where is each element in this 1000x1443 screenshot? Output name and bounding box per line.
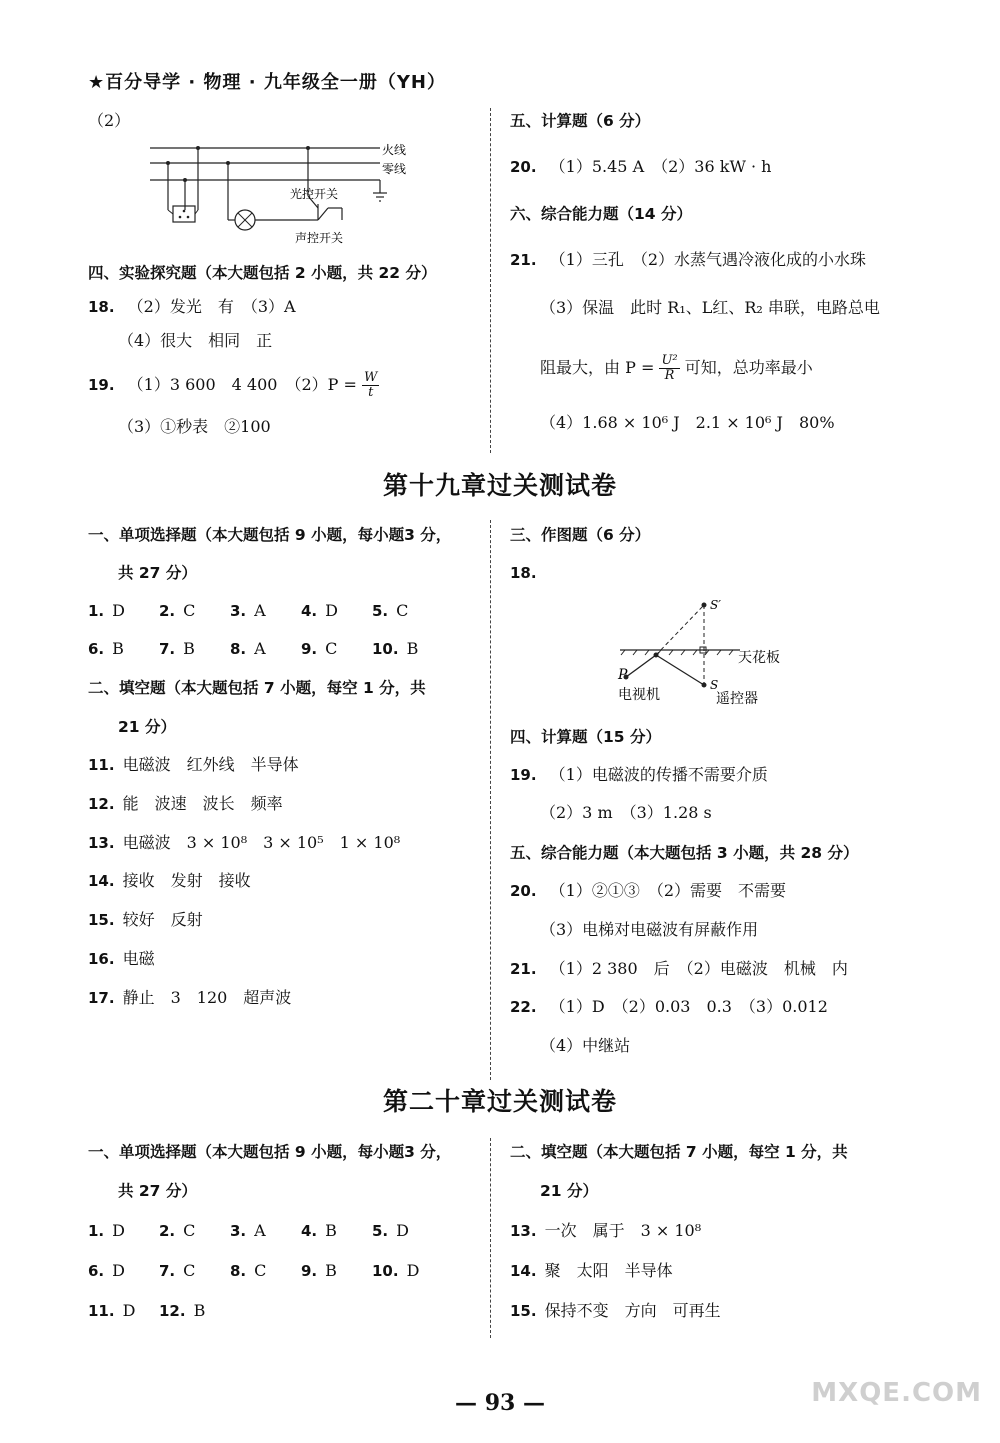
q-number: 7.: [159, 640, 176, 658]
answer-letter: D: [112, 1261, 125, 1280]
q-number: 7.: [159, 1262, 176, 1280]
answer-20: [510, 156, 771, 178]
answer-text: （2）3 m （3）1.28 s: [540, 803, 712, 822]
q-number: 3.: [230, 602, 247, 620]
q-number: 20.: [510, 882, 537, 900]
q-number: 6.: [88, 1262, 105, 1280]
answer-text: （4）很大 相同 正: [118, 331, 273, 350]
chapter-title: 第十九章过关测试卷: [382, 471, 617, 500]
q-number: 11.: [88, 756, 115, 774]
answer-text: 聚 太阳 半导体: [544, 1261, 673, 1280]
q-number: 1.: [88, 602, 105, 620]
answer-letter: C: [396, 601, 409, 620]
answer-text: [540, 354, 813, 383]
fraction-denominator: R: [664, 368, 675, 383]
column-divider: [490, 520, 491, 1080]
answer-text: （4）1.68 × 10⁶ J 2.1 × 10⁶ J 80%: [540, 413, 835, 432]
q-number: 16.: [88, 950, 115, 968]
answer-letter: B: [325, 1261, 337, 1280]
q-number: 9.: [301, 1262, 318, 1280]
answer-text: 电磁波 3 × 10⁸ 3 × 10⁵ 1 × 10⁸: [122, 832, 401, 852]
answer-text: （3）保温 此时 R₁、L红、R₂ 串联，电路总电: [540, 298, 880, 317]
q-number: 19.: [88, 376, 115, 394]
answer-letter: B: [193, 1301, 206, 1320]
fill-answer: [88, 948, 155, 970]
answer-text: （1）D （2）0.03 0.3 （3）0.012: [549, 997, 828, 1016]
fill-answer: [88, 832, 400, 854]
light-switch-label: 光控开关: [290, 187, 339, 201]
fill-answer: [510, 1220, 701, 1242]
section-heading: 五、综合能力题（本大题包括 3 小题，共 28 分）: [510, 844, 859, 862]
q-number: 5.: [372, 1222, 389, 1240]
live-wire-label: 火线: [382, 143, 407, 157]
q-number: 21.: [510, 251, 537, 269]
answer-letter: C: [183, 601, 196, 620]
answer-letter: C: [183, 1221, 196, 1240]
neutral-wire-label: 零线: [382, 162, 407, 176]
answer-letter: A: [254, 639, 266, 658]
mc-answer: [88, 1220, 125, 1242]
mc-answer: [301, 1260, 337, 1282]
mc-answer: [301, 638, 337, 660]
s-label: S: [710, 678, 719, 692]
section-heading: 21 分）: [540, 1182, 598, 1200]
mc-answer: [230, 638, 266, 660]
answer-text: （4）中继站: [540, 1036, 631, 1055]
mc-answer: [230, 600, 266, 622]
ceiling-label: 天花板: [738, 650, 780, 666]
answer-text: （2）发光 有 （3）A: [127, 297, 296, 316]
q-number: 2.: [159, 602, 176, 620]
q-number: 18.: [88, 298, 115, 316]
mc-answer: [159, 1300, 205, 1322]
answer-text: （1）5.45 A （2）36 kW · h: [549, 157, 772, 176]
q-number: 14.: [510, 1262, 537, 1280]
section-heading: 二、填空题（本大题包括 7 小题，每空 1 分，共: [88, 679, 426, 697]
power-fraction: [659, 354, 679, 383]
q-number: 9.: [301, 640, 318, 658]
answer-letter: B: [406, 639, 419, 658]
answer-letter: C: [325, 639, 338, 658]
answer-19: [510, 764, 768, 786]
q-number: 22.: [510, 998, 537, 1016]
tv-label: 电视机: [618, 687, 660, 703]
mc-answer: [88, 638, 124, 660]
mc-answer: [88, 1260, 125, 1282]
q-number: 14.: [88, 872, 115, 891]
answer-letter: B: [183, 639, 195, 658]
section-heading: 二、填空题（本大题包括 7 小题，每空 1 分，共: [510, 1143, 848, 1161]
section-heading: 21 分）: [118, 718, 176, 736]
answer-letter: D: [325, 601, 338, 620]
section-heading: 四、计算题（15 分）: [510, 728, 661, 746]
answer-text: （1）2 380 后 （2）电磁波 机械 内: [549, 959, 848, 978]
fill-answer: [88, 754, 299, 776]
answer-letter: B: [325, 1221, 337, 1240]
mc-answer: [301, 1220, 337, 1242]
power-fraction: [362, 371, 379, 400]
fraction-numerator: U²: [661, 353, 678, 368]
q-number: 15.: [510, 1302, 537, 1320]
fraction-denominator: t: [368, 385, 374, 400]
answer-letter: D: [122, 1301, 136, 1320]
answer-text: 保持不变 方向 可再生: [544, 1301, 721, 1320]
fill-answer: [88, 870, 251, 892]
section-heading: 五、计算题（6 分）: [510, 112, 651, 130]
answer-21: [510, 249, 866, 271]
q-number: 18.: [510, 564, 537, 582]
mc-answer: [230, 1220, 266, 1242]
mc-answer: [159, 600, 195, 622]
answer-text: （3）电梯对电磁波有屏蔽作用: [540, 920, 759, 939]
mc-answer: [159, 1220, 195, 1242]
book-header: ★百分导学 · 物理 · 九年级全一册（YH）: [88, 72, 446, 93]
answer-text: 阻最大，由 P =: [540, 358, 655, 377]
mc-answer: [372, 600, 408, 622]
part-label: （2）: [88, 111, 131, 130]
watermark: MXQE.COM: [811, 1378, 982, 1408]
answer-text: （1）②①③ （2）需要 不需要: [549, 881, 787, 900]
answer-letter: A: [254, 1221, 266, 1240]
section-heading: 共 27 分）: [118, 1182, 197, 1200]
answer-21: [510, 958, 848, 980]
mc-answer: [230, 1260, 266, 1282]
q-number: 4.: [301, 602, 318, 620]
answer-18: [88, 296, 296, 318]
answer-text: （1）电磁波的传播不需要介质: [549, 765, 768, 784]
answer-letter: D: [112, 601, 125, 620]
q-number: 20.: [510, 158, 537, 176]
answer-20: [510, 880, 786, 902]
answer-text: 能 波速 波长 频率: [122, 793, 283, 813]
answer-letter: D: [406, 1261, 420, 1280]
q-number: 15.: [88, 911, 115, 930]
q-number: 12.: [159, 1302, 186, 1320]
image-label: S′: [710, 598, 721, 612]
mc-answer: [301, 600, 338, 622]
mc-answer: [159, 1260, 195, 1282]
answer-text: 静止 3 120 超声波: [122, 987, 292, 1007]
answer-text: 电磁: [122, 949, 155, 968]
mc-answer: [88, 600, 125, 622]
section-heading: 四、实验探究题（本大题包括 2 小题，共 22 分）: [88, 264, 437, 282]
q-number: 12.: [88, 794, 115, 813]
section-heading: 共 27 分）: [118, 564, 197, 582]
mc-answer: [372, 1220, 409, 1242]
q-number: 6.: [88, 640, 105, 658]
q-number: 3.: [230, 1222, 247, 1240]
fill-answer: [510, 1300, 721, 1322]
circuit-diagram: [140, 138, 430, 253]
fill-answer: [510, 1260, 673, 1282]
answer-letter: A: [254, 601, 266, 620]
column-divider: [490, 1138, 491, 1338]
answer-text: 电磁波 红外线 半导体: [122, 755, 299, 774]
page-number: — 93 —: [455, 1390, 545, 1416]
q-number: 21.: [510, 960, 537, 978]
answer-text: （1）3 600 4 400 （2）P =: [127, 375, 357, 394]
fill-answer: [88, 987, 291, 1009]
answer-text: （3）①秒表 ②100: [118, 417, 271, 436]
fill-answer: [88, 909, 203, 931]
q-number: 13.: [88, 833, 115, 852]
answer-text: 接收 发射 接收: [122, 871, 251, 891]
fraction-numerator: W: [364, 370, 378, 385]
answer-text: 较好 反射: [122, 910, 203, 930]
q-number: 5.: [372, 602, 389, 620]
q-number: 10.: [372, 1262, 399, 1280]
mc-answer: [88, 1300, 135, 1322]
answer-19: [88, 371, 379, 400]
answer-letter: C: [254, 1261, 267, 1280]
remote-label: 遥控器: [716, 691, 758, 707]
q-number: 17.: [88, 988, 115, 1007]
mc-answer: [159, 638, 195, 660]
mc-answer: [372, 1260, 419, 1282]
q-number: 1.: [88, 1222, 105, 1240]
q-number: 8.: [230, 1262, 247, 1280]
chapter-title: 第二十章过关测试卷: [382, 1087, 617, 1116]
q-number: 2.: [159, 1222, 176, 1240]
answer-22: [510, 996, 828, 1018]
answer-letter: D: [112, 1221, 125, 1240]
mirror-diagram: [610, 595, 790, 715]
answer-text: 一次 属于 3 × 10⁸: [544, 1221, 702, 1240]
p-label: P: [618, 667, 628, 683]
answer-letter: D: [396, 1221, 409, 1240]
section-heading: 一、单项选择题（本大题包括 9 小题，每小题3 分，: [88, 1143, 452, 1161]
answer-letter: B: [112, 639, 124, 658]
q-number: 4.: [301, 1222, 318, 1240]
q-number: 11.: [88, 1302, 115, 1320]
section-heading: 三、作图题（6 分）: [510, 526, 651, 544]
q-number: 8.: [230, 640, 247, 658]
q-number: 10.: [372, 640, 399, 658]
q-number: 13.: [510, 1222, 537, 1240]
q-number: 19.: [510, 766, 537, 784]
section-heading: 一、单项选择题（本大题包括 9 小题，每小题3 分，: [88, 526, 452, 544]
section-heading: 六、综合能力题（14 分）: [510, 205, 692, 223]
answer-text: 可知，总功率最小: [684, 358, 813, 377]
answer-letter: C: [183, 1261, 196, 1280]
column-divider: [490, 108, 491, 453]
answer-text: （1）三孔 （2）水蒸气遇冷液化成的小水珠: [549, 250, 867, 269]
mc-answer: [372, 638, 418, 660]
fill-answer: [88, 793, 283, 815]
sound-switch-label: 声控开关: [295, 231, 344, 245]
